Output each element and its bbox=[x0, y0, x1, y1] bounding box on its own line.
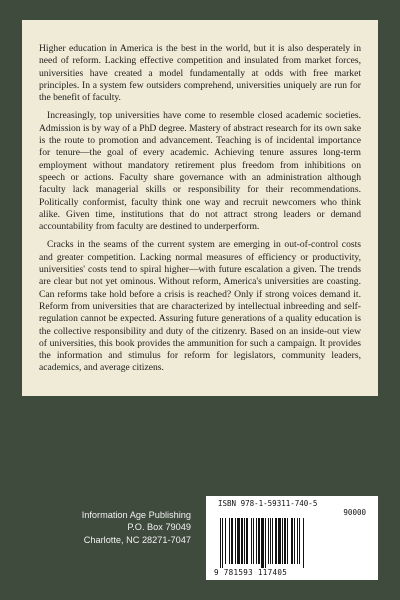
publisher-city: Charlotte, NC 28271-7047 bbox=[83, 534, 191, 545]
isbn-label: ISBN 978-1-59311-740-5 bbox=[218, 499, 318, 508]
ean-digits: 9 781593 117405 bbox=[214, 568, 288, 577]
price-code: 90000 bbox=[343, 508, 366, 517]
blurb-paragraph-1: Higher education in America is the best in the world, but it is also desperately in need of reform. Lacking effective competition and insulated from market forces, universities have created a model fundamentally at odds with free market principles. In a system few outsiders comprehend, universities uniquely are run for the benefit of faculty. bbox=[39, 43, 361, 104]
blurb-paragraph-3: Cracks in the seams of the current system are emerging in out-of-control costs and greater competition. Lacking normal measures of efficiency or productivity, universities' costs tend to spiral higher—with future escalation a given. The trends are clear but not yet ominous. Without reform, America's universities are coasting. Can reforms take hold before a crisis is reached? Only if strong voices demand it. Reform from universities that are characterized by intellectual inbreeding and self-regulation cannot be expected. Assuring future generations of a quality education is the collective responsibility and duty of the citizenry. Based on an inside-out view of universities, this book provides the ammunition for such a campaign. It provides the information and stimulus for reform for legislators, community leaders, academics, and average citizens. bbox=[39, 239, 361, 374]
publisher-name: Information Age Publishing bbox=[81, 510, 191, 520]
publisher-address bbox=[0, 509, 191, 546]
blurb-panel bbox=[22, 20, 378, 396]
publisher-po-box: P.O. Box 79049 bbox=[127, 522, 191, 533]
blurb-paragraph-2: Increasingly, top universities have come to resemble closed academic societies. Admission is by way of a PhD degree. Mastery of abstract research for its own sake is the route to promotion and advancement. Teaching is of incidental importance for tenure—the goal of every academic. Achieving tenure assures long-term employment without mandatory retirement plus freedom from inhibitions on speech or actions. Faculty share governance with an administration although faculty lack managerial skills or responsibility for their recommendations. Politically conformist, faculty think one way and recruit newcomers who think alike. Given time, institutions that do not attract strong leaders or demand accountability from faculty are destined to underperform. bbox=[39, 110, 361, 233]
barcode-box bbox=[206, 496, 378, 580]
barcode-icon bbox=[220, 518, 334, 568]
